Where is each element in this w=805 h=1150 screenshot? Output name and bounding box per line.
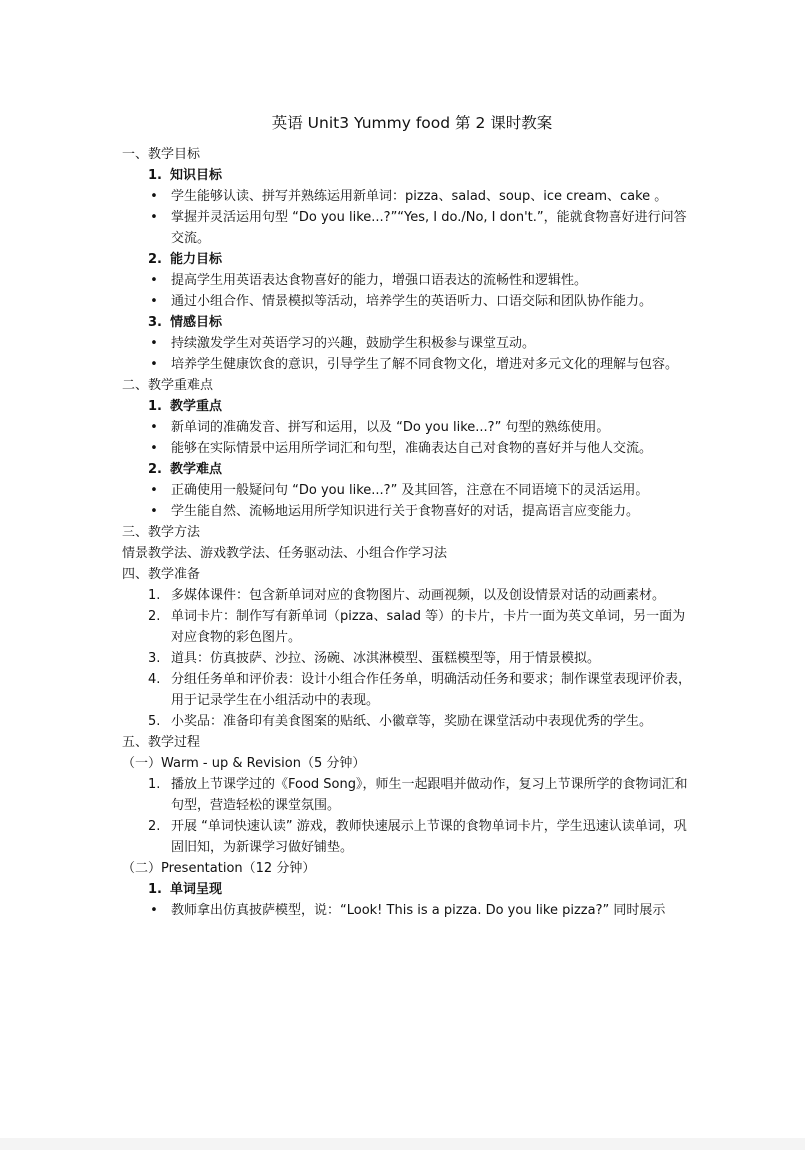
subheading-number: 3. xyxy=(148,315,162,330)
document-body xyxy=(122,112,692,921)
subheading-label: 能力目标 xyxy=(170,252,223,267)
section-heading-keypoints: 二、教学重难点 xyxy=(122,378,214,393)
item-number: 4. xyxy=(148,672,161,687)
bullet-item xyxy=(122,270,692,291)
item-text: 多媒体课件：包含新单词对应的食物图片、动画视频，以及创设情景对话的动画素材。 xyxy=(171,588,666,603)
item-text: 开展 “单词快速认读” 游戏，教师快速展示上节课的食物单词卡片，学生迅速认读单词，巩固旧知，为新课学习做好铺垫。 xyxy=(171,819,687,855)
document-title: 英语 Unit3 Yummy food 第 2 课时教案 xyxy=(271,114,553,132)
subheading-label: 知识目标 xyxy=(170,168,223,183)
section-heading-process: 五、教学过程 xyxy=(122,735,201,750)
item-text: 道具：仿真披萨、沙拉、汤碗、冰淇淋模型、蛋糕模型等，用于情景模拟。 xyxy=(171,651,601,666)
bullet-dot-icon: • xyxy=(150,336,158,351)
preparation-item xyxy=(122,585,692,606)
subheading-number: 2. xyxy=(148,462,162,477)
phase-heading-presentation: （二）Presentation（12 分钟） xyxy=(122,861,316,876)
warmup-item xyxy=(122,774,692,816)
subheading-label: 情感目标 xyxy=(170,315,223,330)
bullet-item xyxy=(122,186,692,207)
bullet-item xyxy=(122,417,692,438)
bullet-text: 学生能自然、流畅地运用所学知识进行关于食物喜好的对话，提高语言应变能力。 xyxy=(171,504,640,519)
bullet-dot-icon: • xyxy=(150,483,158,498)
subheading-number: 1. xyxy=(148,399,162,414)
section-heading-preparation: 四、教学准备 xyxy=(122,567,201,582)
bullet-text: 新单词的准确发音、拼写和运用，以及 “Do you like...?” 句型的熟练使用。 xyxy=(171,420,610,435)
bullet-item xyxy=(122,354,692,375)
preparation-item xyxy=(122,606,692,648)
subheading-emotion xyxy=(122,312,692,333)
subheading-ability xyxy=(122,249,692,270)
item-number: 3. xyxy=(148,651,161,666)
bullet-text: 培养学生健康饮食的意识，引导学生了解不同食物文化，增进对多元文化的理解与包容。 xyxy=(171,357,679,372)
bullet-text: 学生能够认读、拼写并熟练运用新单词：pizza、salad、soup、ice cream、cake 。 xyxy=(171,189,668,204)
subheading-number: 2. xyxy=(148,252,162,267)
bullet-text: 正确使用一般疑问句 “Do you like...?” 及其回答，注意在不同语境下的灵活运用。 xyxy=(171,483,649,498)
methods-text: 情景教学法、游戏教学法、任务驱动法、小组合作学习法 xyxy=(122,546,448,561)
phase-heading-warmup: （一）Warm - up & Revision（5 分钟） xyxy=(122,756,366,771)
bullet-dot-icon: • xyxy=(150,504,158,519)
item-text: 单词卡片：制作写有新单词（pizza、salad 等）的卡片，卡片一面为英文单词，另一面为对应食物的彩色图片。 xyxy=(171,609,686,645)
subheading-knowledge xyxy=(122,165,692,186)
bullet-text: 能够在实际情景中运用所学词汇和句型，准确表达自己对食物的喜好并与他人交流。 xyxy=(171,441,653,456)
preparation-item xyxy=(122,669,692,711)
subheading-difficulty xyxy=(122,459,692,480)
warmup-item xyxy=(122,816,692,858)
preparation-item xyxy=(122,648,692,669)
subheading-number: 1. xyxy=(148,168,162,183)
bullet-text: 掌握并灵活运用句型 “Do you like...?”“Yes, I do./No, I don't.”，能就食物喜好进行问答交流。 xyxy=(171,210,687,246)
bullet-text: 通过小组合作、情景模拟等活动，培养学生的英语听力、口语交际和团队协作能力。 xyxy=(171,294,653,309)
bullet-dot-icon: • xyxy=(150,294,158,309)
preparation-item xyxy=(122,711,692,732)
bullet-item xyxy=(122,480,692,501)
bullet-item xyxy=(122,438,692,459)
item-text: 小奖品：准备印有美食图案的贴纸、小徽章等，奖励在课堂活动中表现优秀的学生。 xyxy=(171,714,653,729)
item-number: 1. xyxy=(148,777,161,792)
bullet-dot-icon: • xyxy=(150,903,158,918)
item-number: 2. xyxy=(148,609,161,624)
bullet-dot-icon: • xyxy=(150,210,158,225)
bullet-item xyxy=(122,207,692,249)
bullet-dot-icon: • xyxy=(150,420,158,435)
bullet-dot-icon: • xyxy=(150,441,158,456)
bullet-dot-icon: • xyxy=(150,357,158,372)
bullet-dot-icon: • xyxy=(150,189,158,204)
bullet-item xyxy=(122,333,692,354)
bullet-item xyxy=(122,900,692,921)
bullet-text: 教师拿出仿真披萨模型，说：“Look! This is a pizza. Do you like pizza?” 同时展示 xyxy=(171,903,666,918)
bullet-item xyxy=(122,291,692,312)
bullet-text: 持续激发学生对英语学习的兴趣，鼓励学生积极参与课堂互动。 xyxy=(171,336,536,351)
item-text: 播放上节课学过的《Food Song》，师生一起跟唱并做动作，复习上节课所学的食物词汇和句型，营造轻松的课堂氛围。 xyxy=(171,777,688,813)
item-number: 2. xyxy=(148,819,161,834)
section-heading-objectives: 一、教学目标 xyxy=(122,147,201,162)
subheading-label: 教学重点 xyxy=(170,399,223,414)
subheading-number: 1. xyxy=(148,882,162,897)
section-heading-methods: 三、教学方法 xyxy=(122,525,201,540)
bullet-item xyxy=(122,501,692,522)
item-number: 1. xyxy=(148,588,161,603)
subheading-label: 单词呈现 xyxy=(170,882,223,897)
bullet-dot-icon: • xyxy=(150,273,158,288)
item-number: 5. xyxy=(148,714,161,729)
subheading-vocab xyxy=(122,879,692,900)
item-text: 分组任务单和评价表：设计小组合作任务单，明确活动任务和要求；制作课堂表现评价表，用于记录学生在小组活动中的表现。 xyxy=(171,672,692,708)
bullet-text: 提高学生用英语表达食物喜好的能力，增强口语表达的流畅性和逻辑性。 xyxy=(171,273,588,288)
subheading-label: 教学难点 xyxy=(170,462,223,477)
subheading-focus xyxy=(122,396,692,417)
